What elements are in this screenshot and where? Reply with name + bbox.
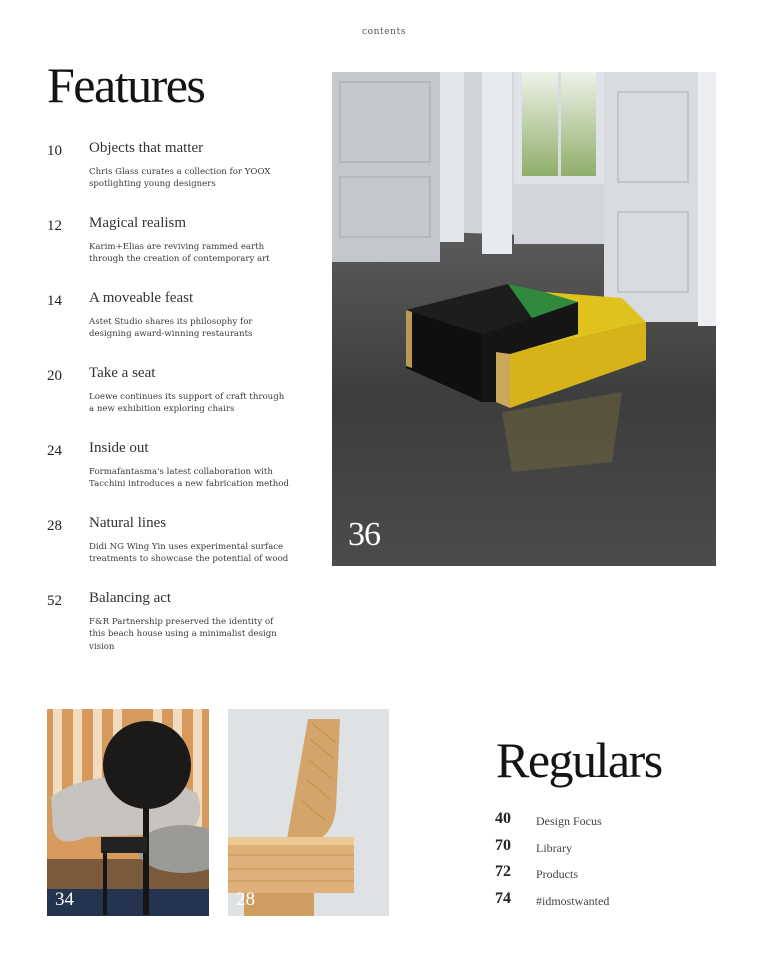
hero-photo-page-number: 36 [348, 516, 380, 553]
regular-item[interactable] [495, 810, 715, 837]
feature-title[interactable]: Natural lines [89, 515, 167, 531]
feature-description: Loewe continues its support of craft through a new exhibition exploring chairs [89, 392, 285, 415]
thumbnail-wood-image [228, 709, 389, 916]
regular-label[interactable]: Library [536, 840, 572, 855]
feature-page-number: 10 [47, 143, 62, 159]
regular-item[interactable] [495, 890, 715, 917]
regular-label[interactable]: Products [536, 867, 578, 881]
features-heading: Features [47, 57, 205, 113]
feature-item[interactable] [47, 590, 307, 665]
regular-page-number: 72 [495, 863, 511, 880]
feature-title[interactable]: Objects that matter [89, 140, 204, 156]
feature-description: F&R Partnership preserved the identity of this beach house using a minimalist design vision [89, 617, 277, 652]
regulars-list [495, 810, 715, 916]
regular-label[interactable]: #idmostwanted [536, 893, 610, 908]
feature-page-number: 24 [47, 443, 62, 459]
feature-item[interactable] [47, 365, 307, 440]
feature-item[interactable] [47, 140, 307, 215]
features-list [47, 140, 307, 665]
feature-title[interactable]: Balancing act [89, 590, 172, 606]
thumbnail-chair-page-number: 34 [55, 889, 74, 910]
regular-page-number: 74 [495, 889, 511, 907]
feature-description: Karim+Elias are reviving rammed earth through the creation of contemporary art [89, 242, 270, 265]
hero-photo-image [332, 72, 716, 566]
feature-page-number: 14 [47, 293, 62, 309]
feature-title[interactable]: Take a seat [89, 365, 156, 381]
section-label: contents [361, 27, 407, 37]
hero-photo[interactable] [332, 72, 716, 566]
feature-title[interactable]: Magical realism [89, 215, 187, 231]
feature-page-number: 20 [47, 368, 62, 384]
feature-page-number: 52 [47, 593, 62, 609]
feature-title[interactable]: A moveable feast [89, 290, 194, 306]
feature-item[interactable] [47, 515, 307, 590]
regular-item[interactable] [495, 863, 715, 890]
feature-item[interactable] [47, 215, 307, 290]
feature-title[interactable]: Inside out [89, 440, 149, 456]
thumbnail-photo-wood[interactable] [228, 709, 389, 916]
regular-item[interactable] [495, 837, 715, 864]
feature-page-number: 28 [47, 518, 62, 534]
feature-item[interactable] [47, 290, 307, 365]
feature-item[interactable] [47, 440, 307, 515]
regular-page-number: 70 [495, 836, 511, 854]
thumbnail-wood-page-number: 28 [236, 889, 255, 910]
feature-description: Chris Glass curates a collection for YOOX spotlighting young designers [89, 167, 271, 190]
feature-description: Formafantasma's latest collaboration with Tacchini introduces a new fabrication method [89, 467, 289, 490]
feature-description: Didi NG Wing Yin uses experimental surface treatments to showcase the potential of wood [89, 542, 289, 565]
regular-page-number: 40 [495, 810, 511, 827]
feature-page-number: 12 [47, 218, 62, 234]
regular-label[interactable]: Design Focus [536, 814, 602, 828]
thumbnail-chair-image [47, 709, 209, 916]
feature-description: Astet Studio shares its philosophy for designing award-winning restaurants [89, 317, 253, 340]
thumbnail-photo-chair[interactable] [47, 709, 209, 916]
regulars-heading: Regulars [496, 732, 662, 788]
